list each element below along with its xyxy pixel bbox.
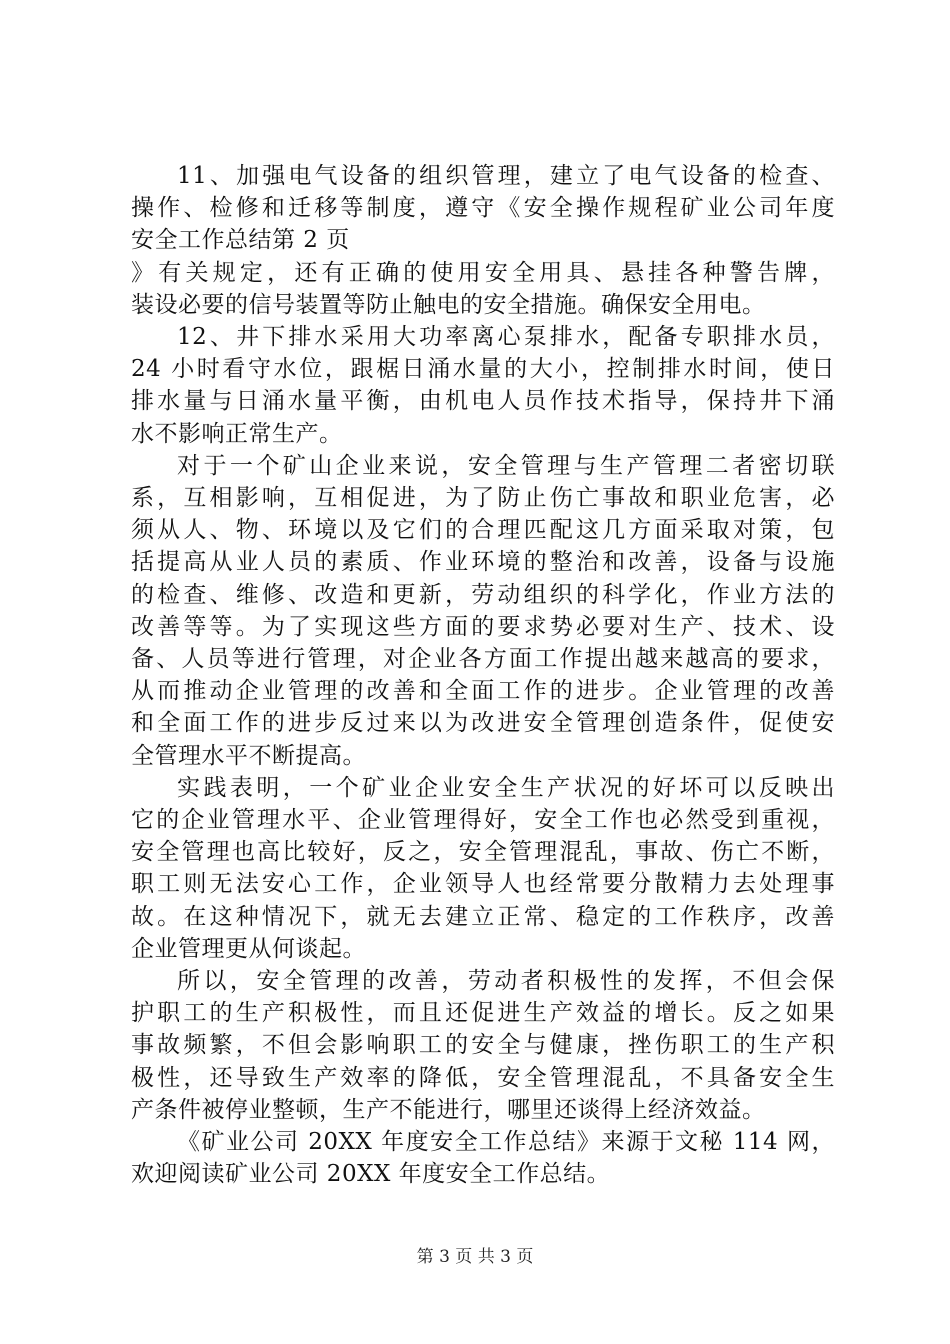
text-line: 职工则无法安心工作，企业领导人也经常要分散精力去处理事: [131, 871, 835, 898]
text-line: 《矿业公司 20XX 年度安全工作总结》来源于文秘 114 网，: [177, 1129, 835, 1156]
text-line: 12、井下排水采用大功率离心泵排水，配备专职排水员，: [177, 324, 835, 351]
body-paragraph: [131, 321, 835, 450]
body-paragraph: [131, 160, 835, 257]
text-line: 欢迎阅读矿业公司 20XX 年度安全工作总结。: [131, 1161, 611, 1188]
text-line: 极性，还导致生产效率的降低，安全管理混乱，不具备安全生: [131, 1064, 835, 1091]
text-line: 企业管理更从何谈起。: [131, 935, 366, 962]
text-line: 装设必要的信号装置等防止触电的安全措施。确保安全用电。: [131, 291, 766, 318]
text-line: 对于一个矿山企业来说，安全管理与生产管理二者密切联: [177, 452, 835, 479]
text-line: 护职工的生产积极性，而且还促进生产效益的增长。反之如果: [131, 1000, 835, 1027]
text-line: 备、人员等进行管理，对企业各方面工作提出越来越高的要求，: [131, 646, 835, 673]
text-line: 24 小时看守水位，跟椐日涌水量的大小，控制排水时间，使日: [131, 356, 835, 383]
text-line: 水不影响正常生产。: [131, 420, 343, 447]
text-line: 改善等等。为了实现这些方面的要求势必要对生产、技术、设: [131, 613, 835, 640]
body-paragraph: [131, 772, 835, 965]
text-line: 故。在这种情况下，就无去建立正常、稳定的工作秩序，改善: [131, 903, 835, 930]
text-line: 须从人、物、环境以及它们的合理匹配这几方面采取对策，包: [131, 517, 835, 544]
text-line: 它的企业管理水平、企业管理得好，安全工作也必然受到重视，: [131, 807, 835, 834]
text-line: 安全管理也高比较好，反之，安全管理混乱，事故、伤亡不断，: [131, 839, 835, 866]
text-line: 安全工作总结第 2 页: [131, 227, 350, 254]
text-line: 和全面工作的进步反过来以为改进安全管理创造条件，促使安: [131, 710, 835, 737]
text-line: 》有关规定，还有正确的使用安全用具、悬挂各种警告牌，: [131, 259, 835, 286]
text-line: 操作、检修和迁移等制度，遵守《安全操作规程矿业公司年度: [131, 195, 835, 222]
text-line: 从而推动企业管理的改善和全面工作的进步。企业管理的改善: [131, 678, 835, 705]
body-paragraph: [131, 965, 835, 1126]
text-line: 产条件被停业整顿，生产不能进行，哪里还谈得上经济效益。: [131, 1096, 766, 1123]
page-footer: 第 3 页 共 3 页: [416, 1247, 534, 1267]
text-line: 排水量与日涌水量平衡，由机电人员作技术指导，保持井下涌: [131, 388, 835, 415]
document-body: [131, 160, 835, 1191]
text-line: 实践表明，一个矿业企业安全生产状况的好坏可以反映出: [177, 774, 835, 801]
body-paragraph: [131, 1126, 835, 1190]
text-line: 11、加强电气设备的组织管理，建立了电气设备的检查、: [177, 163, 835, 189]
text-line: 的检查、维修、改造和更新，劳动组织的科学化，作业方法的: [131, 581, 835, 608]
text-line: 全管理水平不断提高。: [131, 742, 366, 769]
body-paragraph: [131, 450, 835, 772]
text-line: 系，互相影响，互相促进，为了防止伤亡事故和职业危害，必: [131, 485, 835, 512]
text-line: 括提高从业人员的素质、作业环境的整治和改善，设备与设施: [131, 549, 835, 576]
text-line: 事故频繁，不但会影响职工的安全与健康，挫伤职工的生产积: [131, 1032, 835, 1059]
text-line: 所以，安全管理的改善，劳动者积极性的发挥，不但会保: [177, 968, 835, 995]
body-paragraph: [131, 257, 835, 321]
